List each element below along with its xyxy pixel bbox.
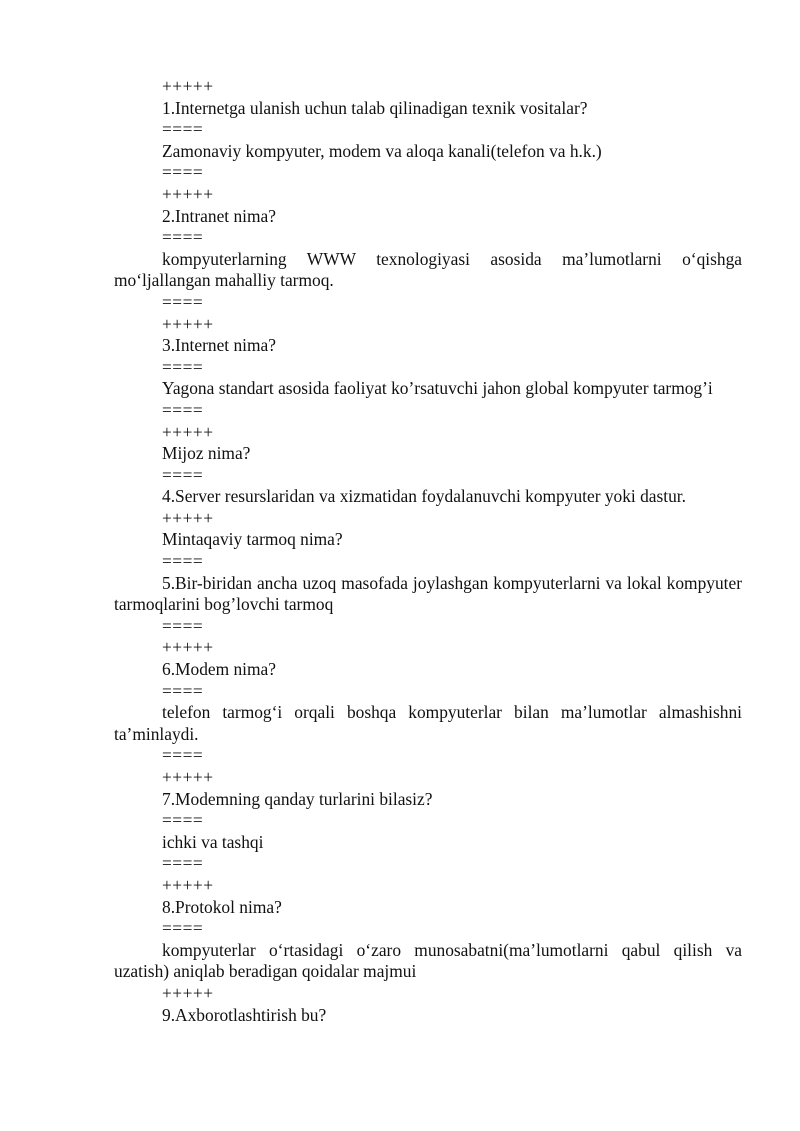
answer-1: Zamonaviy kompyuter, modem va aloqa kanali(telefon va h.k.) bbox=[162, 140, 602, 161]
answer-6: telefon tarmog‘i orqali boshqa kompyuterlar bilan ma’lumotlar almashishni ta’minlaydi. bbox=[114, 702, 742, 744]
separator-equals: ==== bbox=[162, 551, 204, 572]
question-7: 7.Modemning qanday turlarini bilasiz? bbox=[162, 788, 433, 809]
separator-equals: ==== bbox=[162, 680, 204, 701]
document-page bbox=[114, 76, 742, 1026]
separator-equals: ==== bbox=[162, 464, 204, 485]
answer-3: Yagona standart asosida faoliyat ko’rsatuvchi jahon global kompyuter tarmog’i bbox=[162, 378, 713, 399]
question-8: 8.Protokol nima? bbox=[162, 896, 282, 917]
question-6: 6.Modem nima? bbox=[162, 659, 276, 680]
separator-equals: ==== bbox=[162, 745, 204, 766]
question-mijoz: Mijoz nima? bbox=[162, 443, 251, 464]
separator-equals: ==== bbox=[162, 853, 204, 874]
question-9: 9.Axborotlashtirish bu? bbox=[162, 1004, 327, 1025]
separator-equals: ==== bbox=[162, 119, 204, 140]
separator-plus: +++++ bbox=[162, 76, 214, 96]
separator-plus: +++++ bbox=[162, 421, 214, 442]
answer-2: kompyuterlarning WWW texnologiyasi asosida ma’lumotlarni o‘qishga mo‘ljallangan mahalliy tarmoq. bbox=[114, 248, 742, 291]
separator-plus: +++++ bbox=[162, 874, 214, 895]
separator-equals: ==== bbox=[162, 918, 204, 939]
answer-8: kompyuterlar o‘rtasidagi o‘zaro munosabatni(ma’lumotlarni qabul qilish va uzatish) aniqlab beradigan qoidalar majmui bbox=[114, 939, 742, 982]
separator-equals: ==== bbox=[162, 810, 204, 831]
separator-equals: ==== bbox=[162, 356, 204, 377]
separator-plus: +++++ bbox=[162, 507, 214, 528]
answer-4: 4.Server resurslaridan va xizmatidan foydalanuvchi kompyuter yoki dastur. bbox=[162, 486, 686, 507]
question-mintaqaviy: Mintaqaviy tarmoq nima? bbox=[162, 529, 343, 550]
separator-plus: +++++ bbox=[162, 767, 214, 787]
separator-equals: ==== bbox=[162, 399, 204, 420]
separator-plus: +++++ bbox=[162, 183, 214, 204]
question-1: 1.Internetga ulanish uchun talab qilinadigan texnik vositalar? bbox=[162, 97, 588, 118]
separator-plus: +++++ bbox=[162, 313, 214, 334]
separator-plus: +++++ bbox=[162, 637, 214, 658]
question-3: 3.Internet nima? bbox=[162, 335, 276, 356]
separator-equals: ==== bbox=[162, 615, 204, 636]
separator-equals: ==== bbox=[162, 162, 204, 183]
question-2: 2.Intranet nima? bbox=[162, 205, 276, 226]
separator-equals: ==== bbox=[162, 227, 204, 248]
answer-5: 5.Bir-biridan ancha uzoq masofada joylashgan kompyuterlarni va lokal kompyuter tarmoqlarini bog’lovchi tarmoq bbox=[114, 572, 742, 615]
answer-7: ichki va tashqi bbox=[162, 831, 264, 852]
separator-equals: ==== bbox=[162, 291, 204, 312]
separator-plus: +++++ bbox=[162, 982, 214, 1003]
